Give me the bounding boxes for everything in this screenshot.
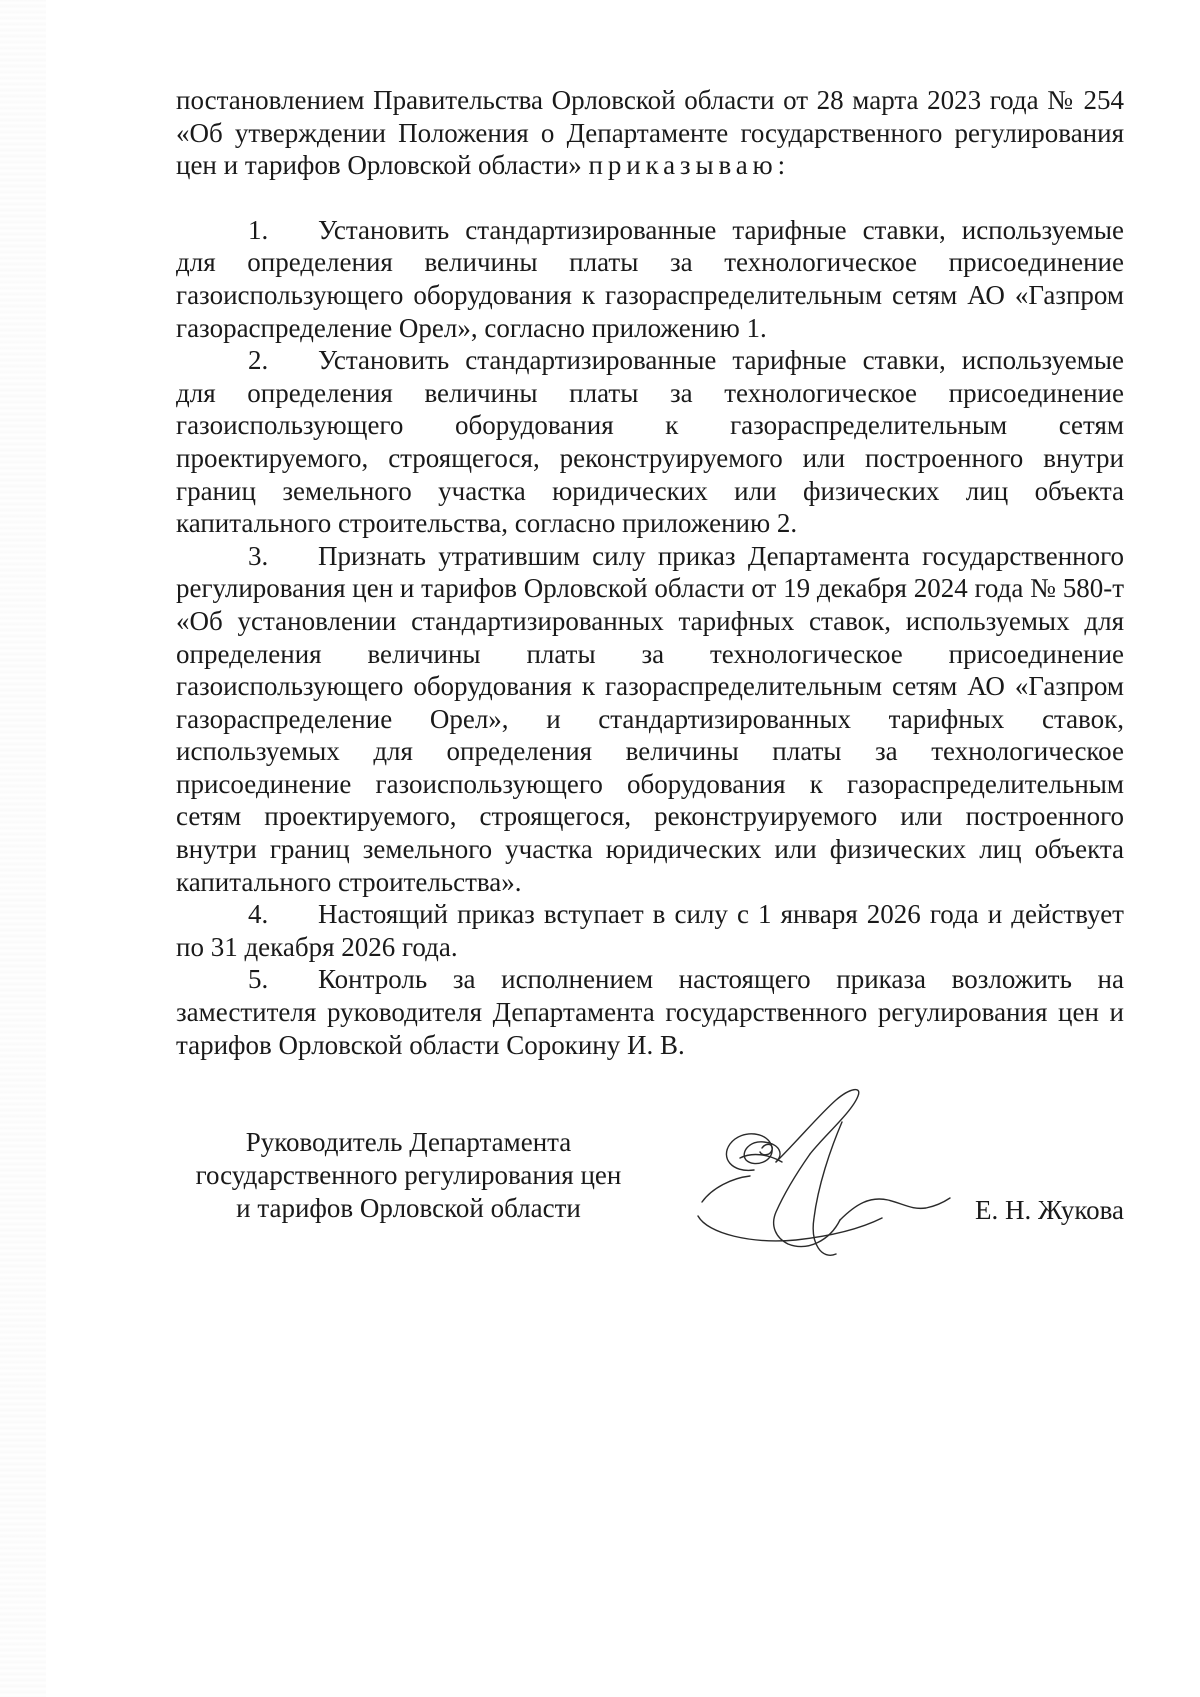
item-number: 5.	[248, 964, 269, 995]
item-text: Признать утратившим силу приказ Департамента государственного регулирования цен и тарифов Орловской области от 19 декабря 2024 года № 580-т «Об установлении стандартизированных тарифных ставок, используемых для определения величины платы за технологическое присоединение газоиспользующего оборудования к газораспределительным сетям АО «Газпром газораспределение Орел», и стандартизированных тарифных ставок, используемых для определения величины платы за технологическое присоединение газоиспользующего оборудования к газораспределительным сетям проектируемого, строящегося, реконструируемого или построенного внутри границ земельного участка юридических или физических лиц объекта капитального строительства».	[176, 540, 1124, 897]
signature-block	[176, 1126, 1124, 1266]
list-item-4	[176, 898, 1124, 963]
item-number: 3.	[248, 540, 269, 571]
item-text: Контроль за исполнением настоящего приказа возложить на заместителя руководителя Департамента государственного регулирования цен и тарифов Орловской области Сорокину И. В.	[176, 964, 1124, 1060]
item-text: Установить стандартизированные тарифные ставки, используемые для определения величины платы за технологическое присоединение газоиспользующего оборудования к газораспределительным сетям АО «Газпром газораспределение Орел», согласно приложению 1.	[176, 214, 1124, 343]
list-item-1	[176, 214, 1124, 344]
list-item-5	[176, 963, 1124, 1061]
list-item-3	[176, 540, 1124, 899]
decree-word: приказываю:	[588, 150, 790, 181]
scan-edge-artifact	[0, 0, 46, 1697]
signatory-title-line: и тарифов Орловской области	[236, 1193, 581, 1223]
document-body	[176, 84, 1124, 1061]
signatory-title-line: государственного регулирования цен	[195, 1160, 622, 1190]
intro-text: постановлением Правительства Орловской области от 28 марта 2023 года № 254 «Об утверждении Положения о Департаменте государственного регулирования цен и тарифов Орловской области»	[176, 85, 1124, 181]
intro-paragraph	[176, 84, 1124, 182]
signatory-title-line: Руководитель Департамента	[245, 1127, 572, 1157]
list-item-2	[176, 344, 1124, 540]
signatory-name: Е. Н. Жукова	[975, 1195, 1124, 1225]
item-text: Настоящий приказ вступает в силу с 1 января 2026 года и действует по 31 декабря 2026 года.	[176, 899, 1124, 962]
item-text: Установить стандартизированные тарифные ставки, используемые для определения величины платы за технологическое присоединение газоиспользующего оборудования к газораспределительным сетям проектируемого, строящегося, реконструируемого или построенного внутри границ земельного участка юридических или физических лиц объекта капитального строительства, согласно приложению 2.	[176, 345, 1124, 539]
item-number: 4.	[248, 899, 269, 930]
signatory-title	[176, 1126, 641, 1225]
handwritten-signature	[692, 1078, 954, 1268]
item-number: 1.	[248, 214, 269, 245]
item-number: 2.	[248, 345, 269, 376]
